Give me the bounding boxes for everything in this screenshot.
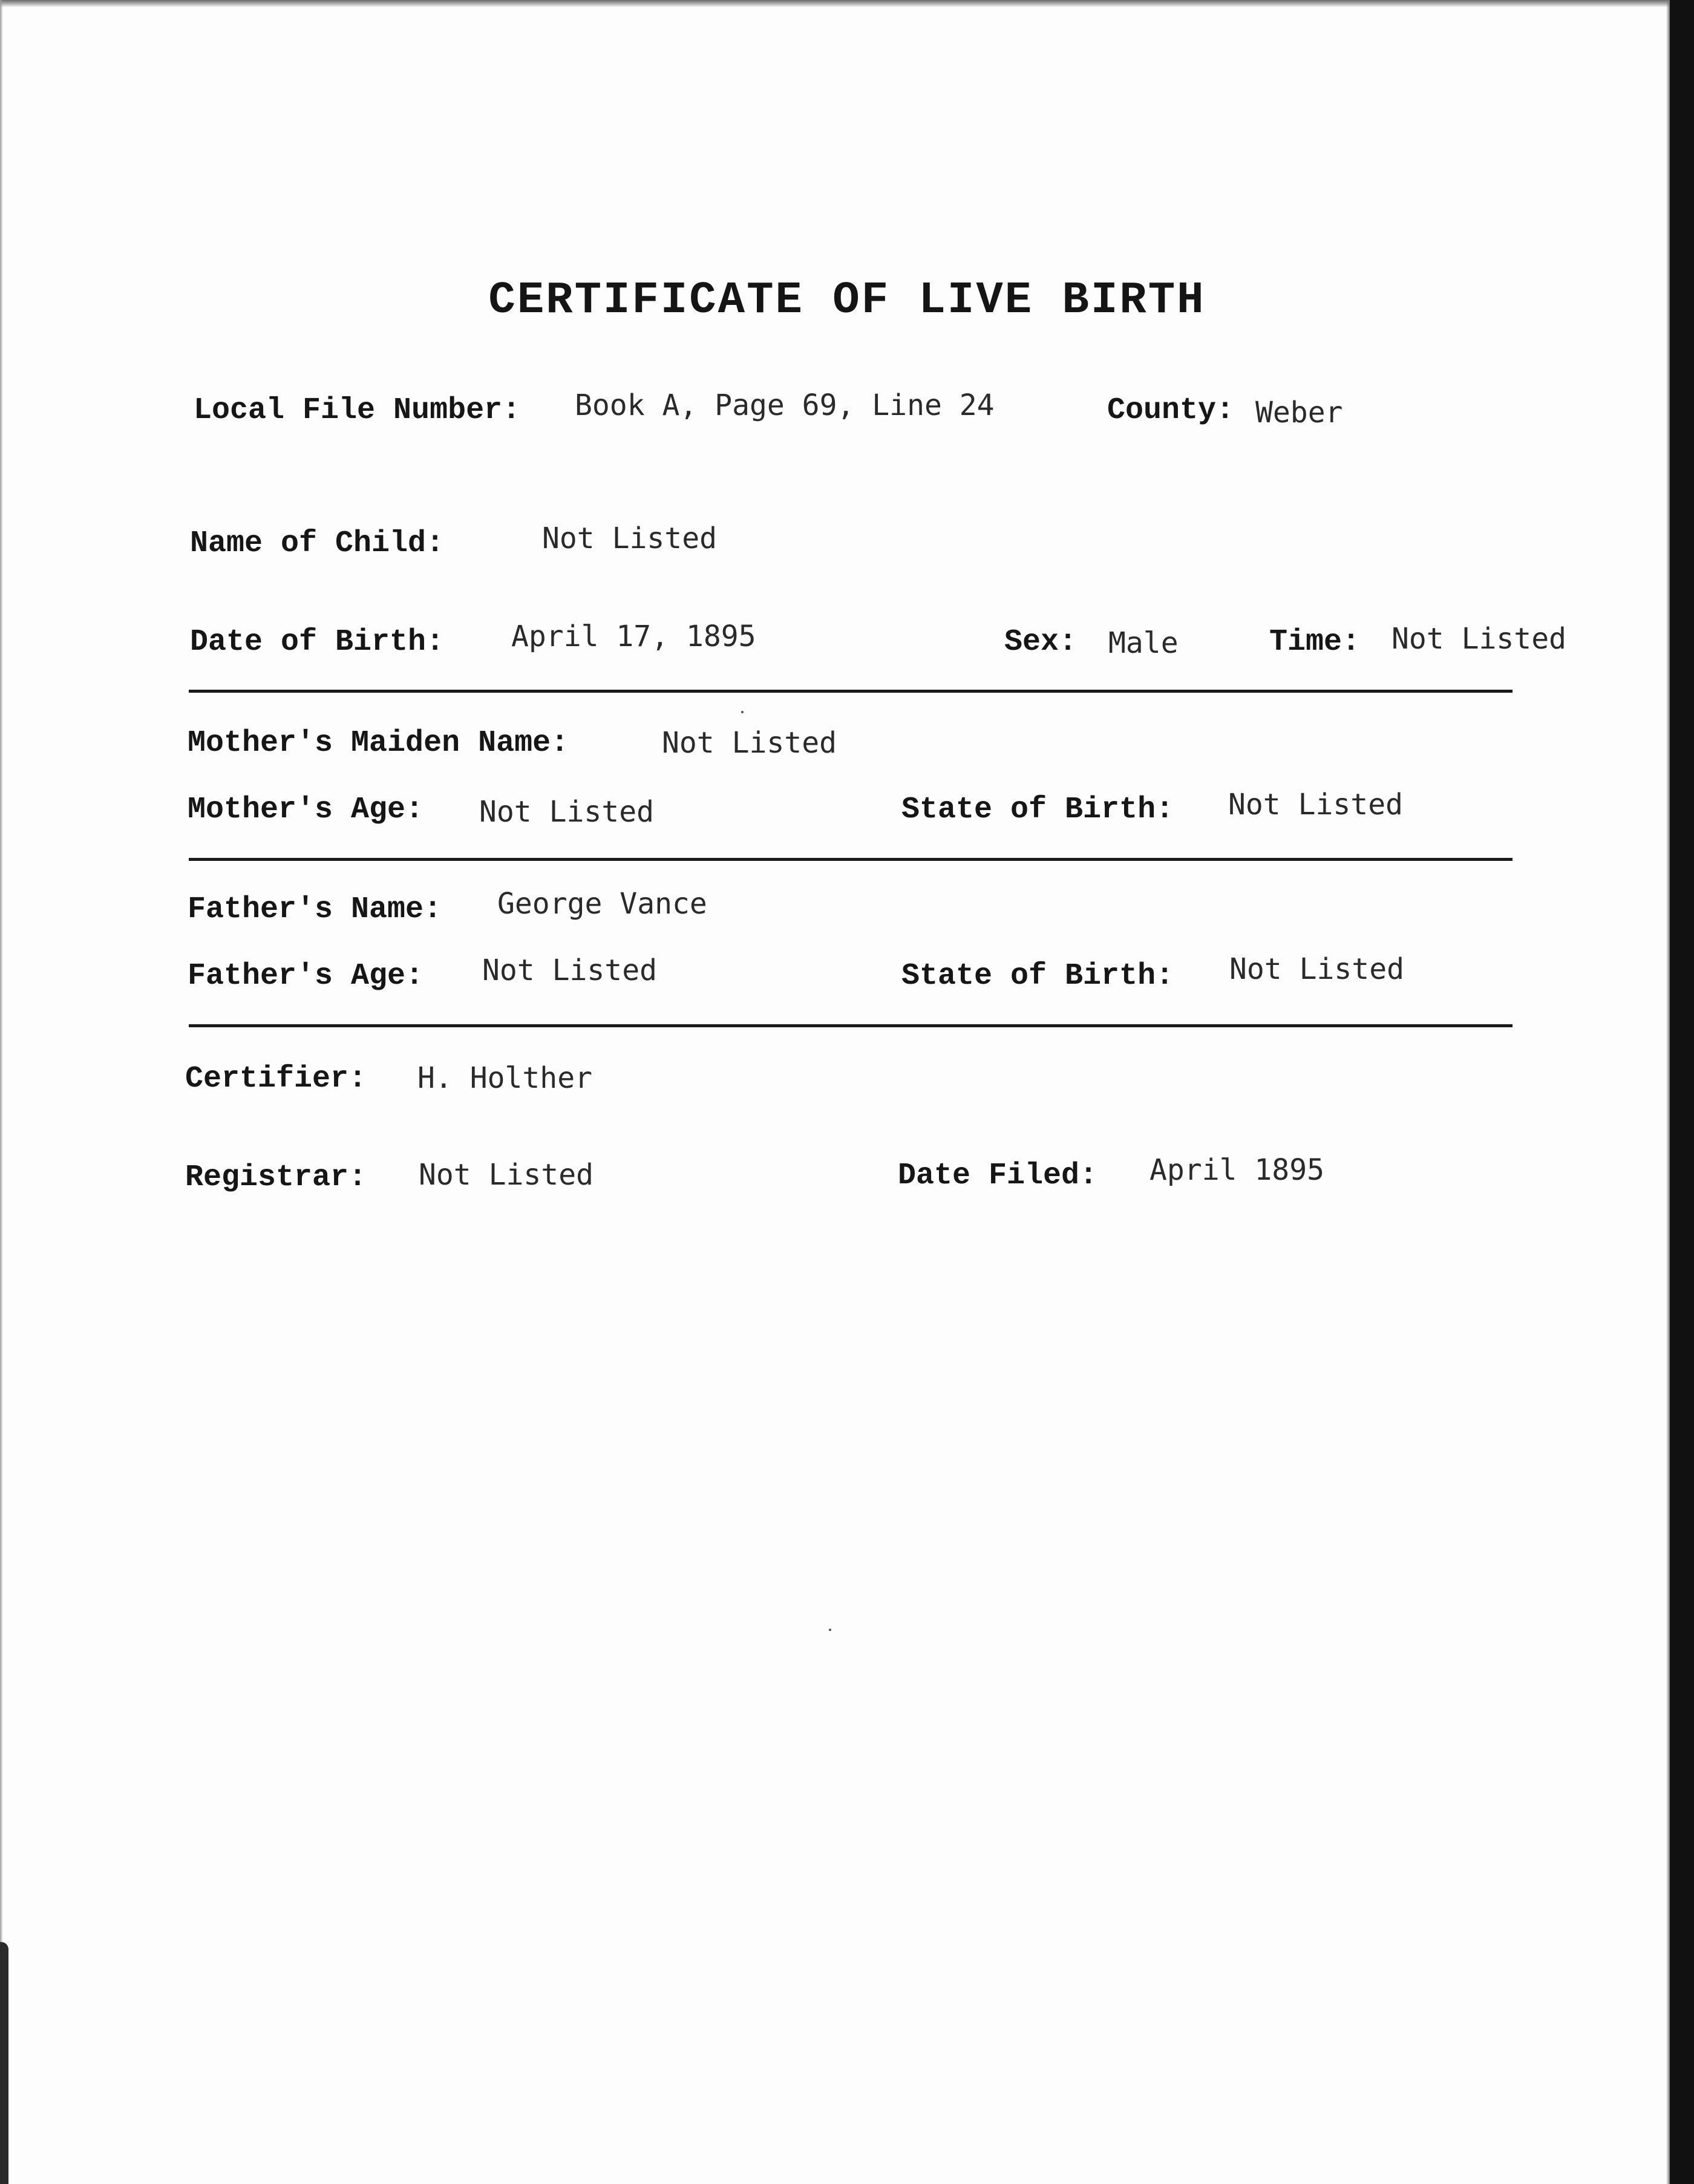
mother-maiden-name-label: Mother's Maiden Name: <box>188 726 569 760</box>
father-name-value: George Vance <box>497 887 707 921</box>
mother-age-value: Not Listed <box>479 795 654 829</box>
date-filed-label: Date Filed: <box>898 1159 1098 1193</box>
date-of-birth-label: Date of Birth: <box>190 625 445 659</box>
scan-speck <box>829 1629 831 1631</box>
certifier-label: Certifier: <box>185 1062 367 1096</box>
time-label: Time: <box>1269 625 1361 659</box>
file-number-label: Local File Number: <box>194 393 521 428</box>
divider-line <box>189 858 1512 861</box>
scan-edge-right <box>1670 0 1694 2184</box>
scan-speck <box>741 711 744 713</box>
certificate-title: CERTIFICATE OF LIVE BIRTH <box>488 275 1206 326</box>
mother-state-of-birth-value: Not Listed <box>1228 788 1403 822</box>
certifier-value: H. Holther <box>417 1061 592 1095</box>
mother-state-of-birth-label: State of Birth: <box>901 793 1174 827</box>
file-number-value: Book A, Page 69, Line 24 <box>575 388 995 422</box>
county-label: County: <box>1107 393 1235 428</box>
child-name-label: Name of Child: <box>190 526 445 561</box>
date-of-birth-value: April 17, 1895 <box>511 620 756 653</box>
scan-edge-left <box>0 0 3 2184</box>
divider-line <box>189 690 1512 693</box>
sex-value: Male <box>1108 626 1179 660</box>
time-value: Not Listed <box>1392 622 1566 656</box>
father-age-label: Father's Age: <box>188 959 424 993</box>
scan-edge-left-bottom <box>0 1942 8 2184</box>
sex-label: Sex: <box>1004 625 1078 659</box>
mother-age-label: Mother's Age: <box>188 793 424 827</box>
date-filed-value: April 1895 <box>1150 1153 1324 1187</box>
registrar-label: Registrar: <box>185 1160 367 1195</box>
child-name-value: Not Listed <box>542 521 717 555</box>
father-age-value: Not Listed <box>482 953 657 987</box>
county-value: Weber <box>1255 396 1343 430</box>
father-name-label: Father's Name: <box>188 892 442 927</box>
divider-line <box>189 1024 1512 1027</box>
scan-edge-top <box>0 0 1694 7</box>
mother-maiden-name-value: Not Listed <box>662 726 837 760</box>
registrar-value: Not Listed <box>419 1158 594 1192</box>
father-state-of-birth-label: State of Birth: <box>901 959 1174 993</box>
father-state-of-birth-value: Not Listed <box>1229 952 1404 986</box>
